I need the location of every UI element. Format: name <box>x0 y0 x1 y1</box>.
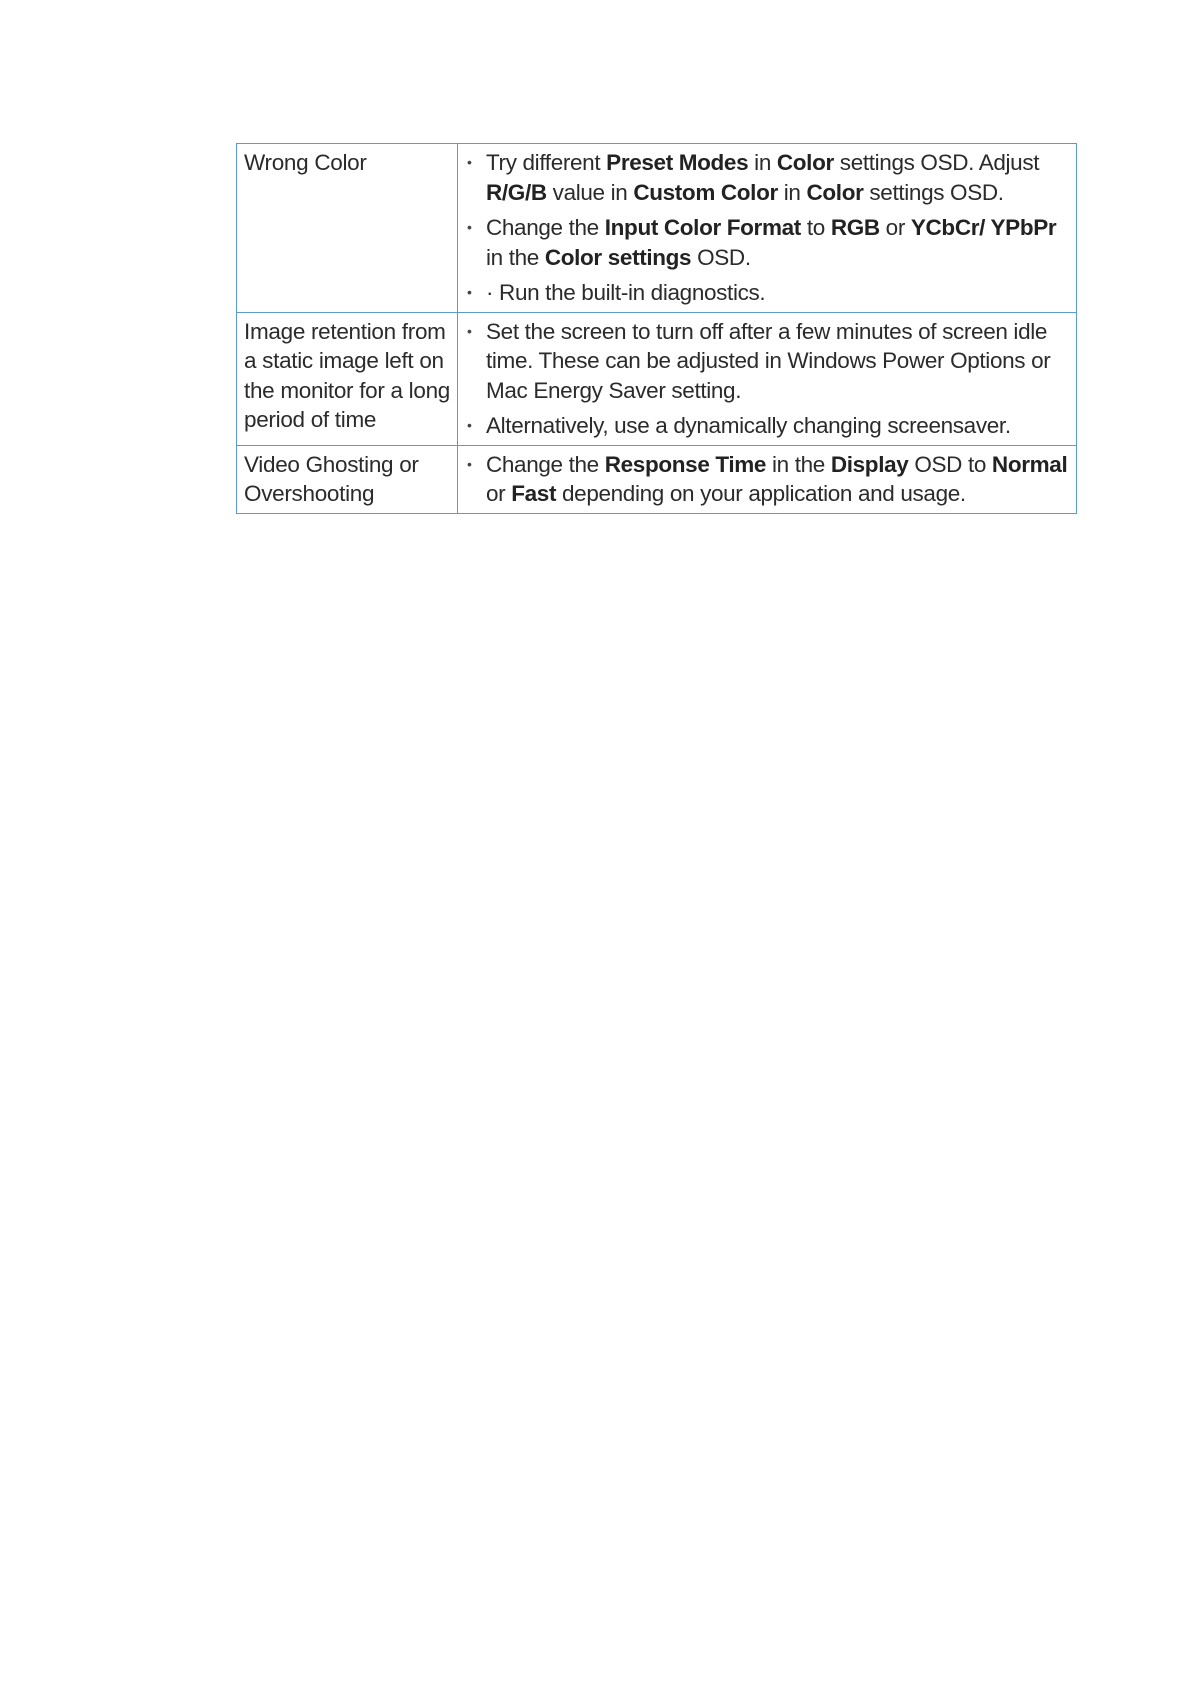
problem-text: Video Ghosting or Overshooting <box>244 451 419 506</box>
fix-text: Set the screen to turn off after a few minutes of screen idle time. These can be adjusted in Windows Power Options or Mac Energy Saver setting. <box>486 318 1051 403</box>
problem-cell <box>237 144 458 313</box>
fix-item <box>463 317 1072 406</box>
bullet-dot-icon: • <box>467 322 472 339</box>
fix-text: Alternatively, use a dynamically changing screensaver. <box>486 413 1011 438</box>
bullet-dot-icon: • <box>467 154 472 170</box>
fix-item <box>463 411 1072 441</box>
bullet-dot-icon: • <box>467 284 472 300</box>
fix-item <box>463 213 1072 272</box>
fix-item <box>463 450 1072 509</box>
table-row <box>237 312 1077 445</box>
solution-cell <box>458 312 1077 445</box>
bullet-dot-icon: • <box>467 219 472 235</box>
fix-list <box>463 450 1072 509</box>
solution-cell <box>458 445 1077 513</box>
table-row <box>237 144 1077 313</box>
fix-text: · Run the built-in diagnostics. <box>486 280 766 305</box>
problem-cell <box>237 312 458 445</box>
problem-text: Image retention from a static image left on the monitor for a long period of time <box>244 318 451 432</box>
troubleshooting-table <box>236 143 1077 514</box>
fix-text: Try different Preset Modes in Color settings OSD. Adjust R/G/B value in Custom Color in Color settings OSD. <box>486 150 1040 205</box>
fix-item <box>463 148 1072 207</box>
bullet-dot-icon: • <box>467 417 472 433</box>
fix-list <box>463 317 1072 441</box>
problem-cell <box>237 445 458 513</box>
problem-text: Wrong Color <box>244 150 367 175</box>
fix-item <box>463 278 1072 308</box>
fix-text: Change the Input Color Format to RGB or YCbCr/ YPbPr in the Color settings OSD. <box>486 215 1057 270</box>
table-row <box>237 445 1077 513</box>
troubleshooting-table-body <box>237 144 1077 514</box>
bullet-dot-icon: • <box>467 455 472 472</box>
solution-cell <box>458 144 1077 313</box>
fix-text: Change the Response Time in the Display OSD to Normal or Fast depending on your application and usage. <box>486 451 1068 506</box>
fix-list <box>463 148 1072 308</box>
